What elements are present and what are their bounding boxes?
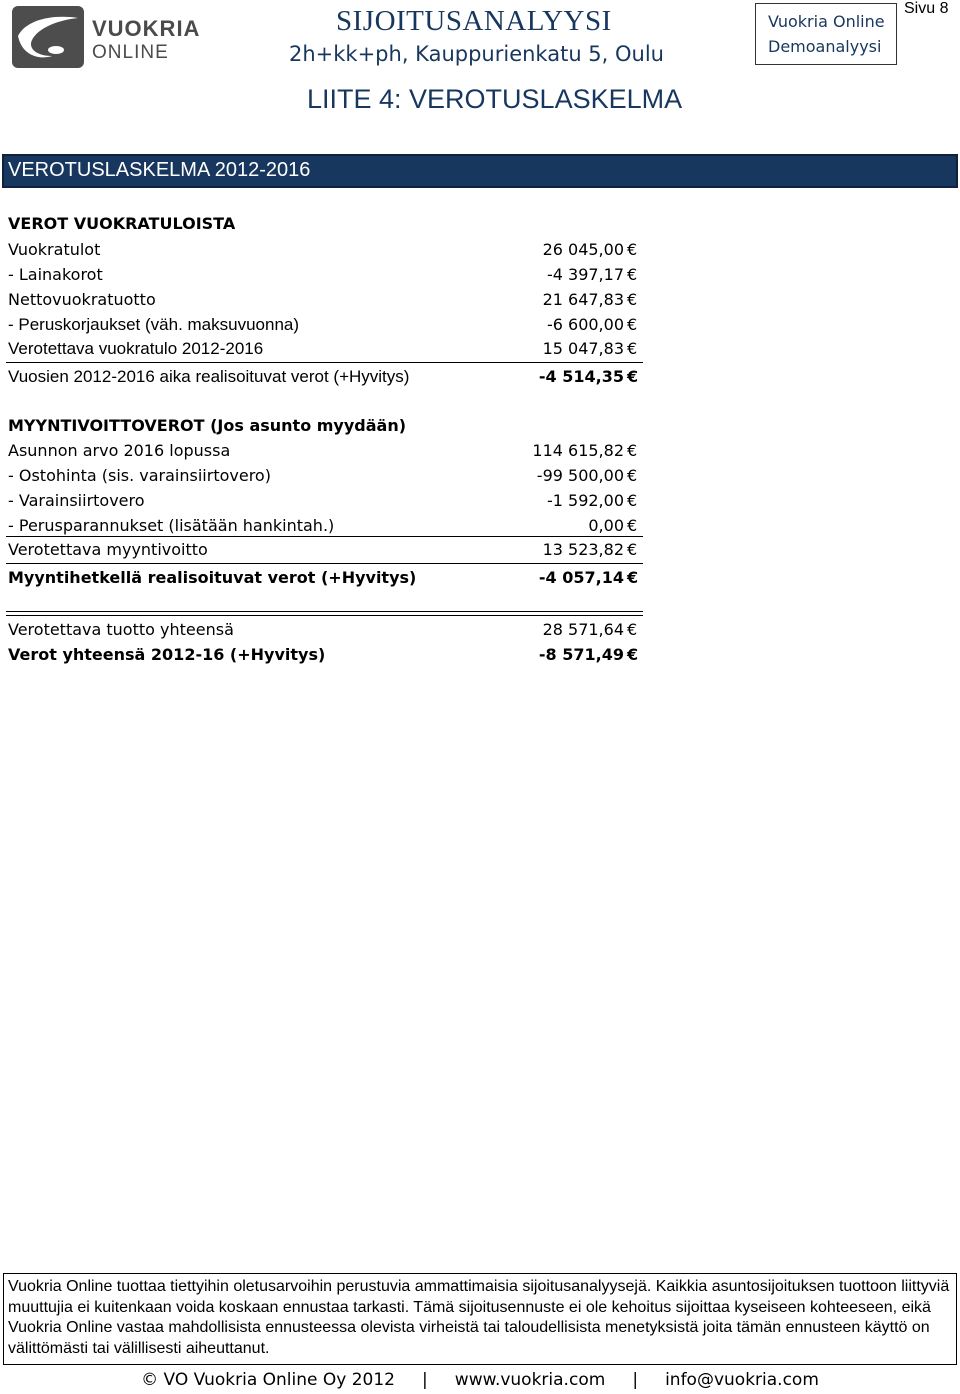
rental-total-value: -4 514,35 [538, 367, 624, 386]
brand-report-type: Demoanalyysi [768, 37, 882, 56]
euro-sign: € [627, 290, 638, 309]
summary-row-label: Verotettava tuotto yhteensä [8, 620, 234, 639]
section-title: VEROTUSLASKELMA 2012-2016 [8, 159, 311, 181]
euro-sign: € [627, 645, 639, 664]
sale-tax-heading: MYYNTIVOITTOVEROT (Jos asunto myydään) [8, 416, 407, 435]
sale-total-label: Myyntihetkellä realisoituvat verot (+Hyvitys) [8, 568, 417, 587]
euro-sign: € [627, 315, 638, 334]
sale-row-label: - Ostohinta (sis. varainsiirtovero) [8, 466, 271, 485]
logo-mark-icon [12, 6, 84, 68]
rental-row-value: 21 647,83 [542, 290, 624, 309]
footer-separator: | [632, 1370, 639, 1390]
divider-line [6, 563, 643, 564]
euro-sign: € [627, 516, 638, 535]
summary-total-value: -8 571,49 [538, 645, 624, 664]
sale-total-value: -4 057,14 [538, 568, 624, 587]
brand-name: Vuokria Online [768, 12, 885, 31]
rental-row-label: - Peruskorjaukset (väh. maksuvuonna) [8, 315, 300, 334]
page-footer [0, 1370, 960, 1390]
euro-sign: € [627, 491, 638, 510]
euro-sign: € [627, 265, 638, 284]
rental-row-label: - Lainakorot [8, 265, 103, 284]
sale-row-label: - Perusparannukset (lisätään hankintah.) [8, 516, 335, 535]
rental-tax-heading: VEROT VUOKRATULOISTA [8, 214, 236, 233]
footer-separator: | [422, 1370, 428, 1390]
sale-row-value: 13 523,82 [542, 540, 624, 559]
euro-sign: € [627, 568, 639, 587]
euro-sign: € [627, 441, 638, 460]
summary-total-label: Verot yhteensä 2012-16 (+Hyvitys) [8, 645, 326, 664]
rental-row-label: Nettovuokratuotto [8, 290, 156, 309]
sale-row-value: 114 615,82 [532, 441, 624, 460]
footer-copyright: © VO Vuokria Online Oy 2012 [141, 1370, 395, 1390]
footer-website-link[interactable]: www.vuokria.com [454, 1370, 606, 1390]
rental-row-value: -4 397,17 [546, 265, 624, 284]
sale-row-label: - Varainsiirtovero [8, 491, 145, 510]
rental-row-value: 15 047,83 [542, 339, 624, 358]
sale-row-label: Asunnon arvo 2016 lopussa [8, 441, 231, 460]
page-number: Sivu 8 [904, 0, 949, 17]
summary-row-value: 28 571,64 [542, 620, 624, 639]
document-title: SIJOITUSANALYYSI [336, 5, 612, 37]
disclaimer-text: Vuokria Online tuottaa tiettyihin oletusarvoihin perustuvia ammattimaisia sijoitusanalyysejä. Kaikkia asuntosijoituksen tuottoon liittyviä muuttujia ei kuitenkaan voida koskaan ennustaa tarkasti. Tämä sijoitusennuste ei ole kehoitus sijoittaa kyseiseen kohteeseen, eikä Vuokria Online vastaa mahdollisista ennusteessa olevista virheistä tai taloudellisista menetyksistä joita tämän ennusteen käyttö on välittömästi tai välillisesti aiheuttanut. [8, 1278, 950, 1357]
rental-row-value: 26 045,00 [542, 240, 624, 259]
rental-row-value: -6 600,00 [546, 315, 624, 334]
footer-email-link[interactable]: info@vuokria.com [665, 1370, 819, 1390]
appendix-title: LIITE 4: VEROTUSLASKELMA [307, 84, 683, 114]
double-divider-line [6, 611, 643, 616]
rental-total-label: Vuosien 2012-2016 aika realisoituvat verot (+Hyvitys) [8, 367, 410, 386]
divider-line [6, 536, 643, 537]
company-logo [12, 6, 222, 68]
euro-sign: € [627, 367, 639, 386]
euro-sign: € [627, 620, 638, 639]
euro-sign: € [627, 466, 638, 485]
property-subtitle: 2h+kk+ph, Kauppurienkatu 5, Oulu [289, 42, 664, 66]
rental-row-label: Vuokratulot [8, 240, 101, 259]
logo-text-line2: ONLINE [92, 42, 169, 63]
sale-row-value: -99 500,00 [536, 466, 624, 485]
sale-row-value: -1 592,00 [546, 491, 624, 510]
euro-sign: € [627, 540, 638, 559]
euro-sign: € [627, 339, 638, 358]
euro-sign: € [627, 240, 638, 259]
divider-line [6, 362, 643, 363]
sale-row-label: Verotettava myyntivoitto [8, 540, 208, 559]
rental-row-label: Verotettava vuokratulo 2012-2016 [8, 339, 264, 358]
logo-text-line1: VUOKRIA [92, 16, 201, 41]
sale-row-value: 0,00 [588, 516, 624, 535]
